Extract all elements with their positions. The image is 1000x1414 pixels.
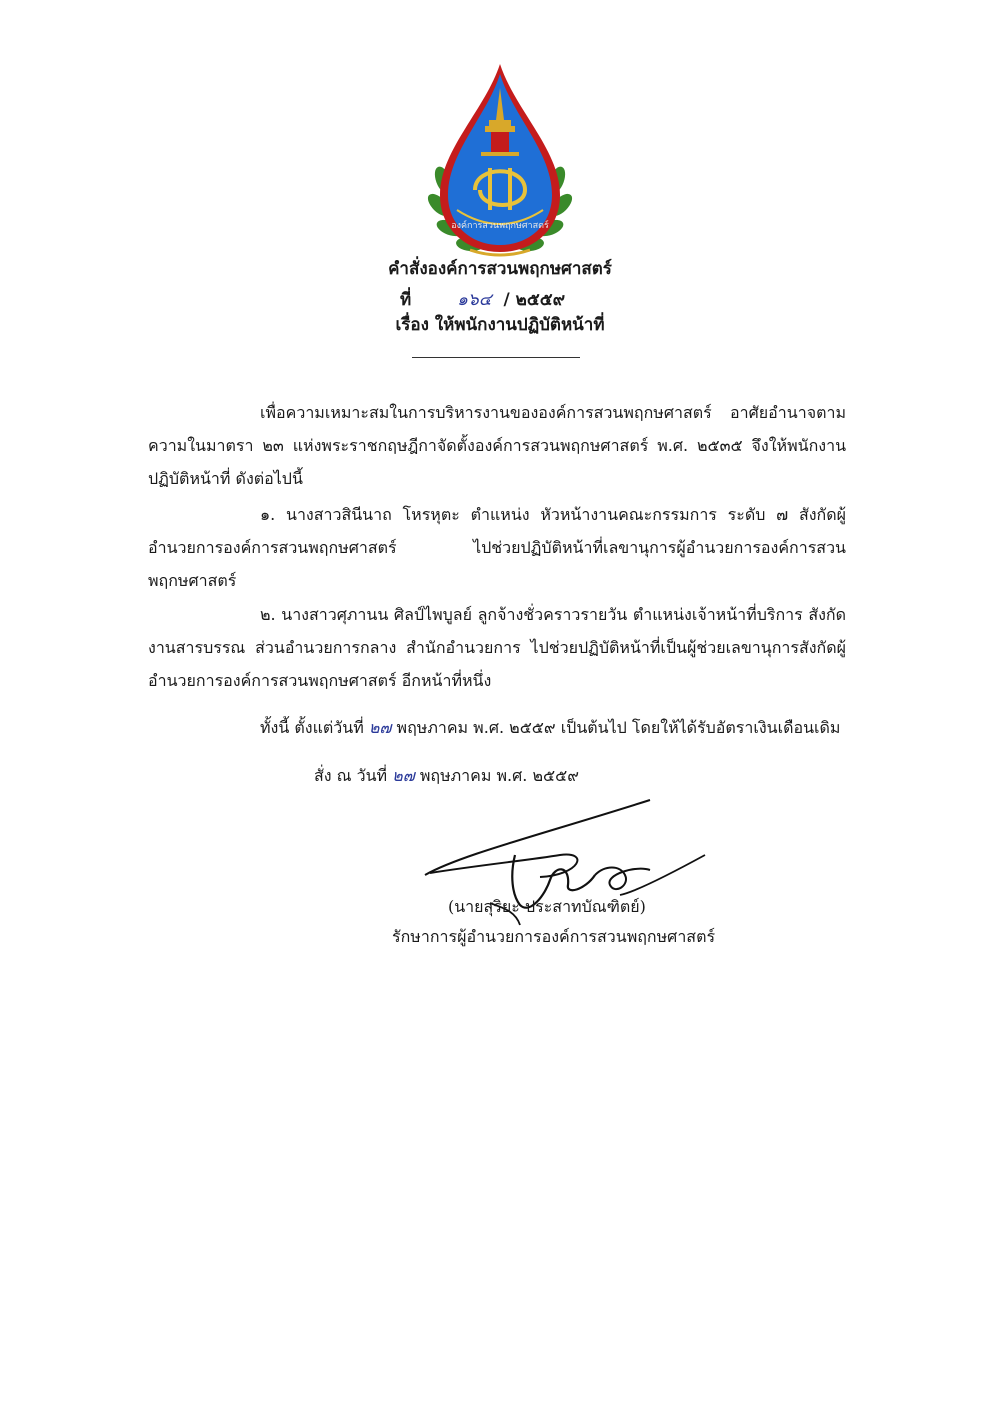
item-2-text: ๒. นางสาวศุภานน ศิลป์ไพบูลย์ ลูกจ้างชั่วคราวรายวัน ตำแหน่งเจ้าหน้าที่บริการ สังกัดงานสารบรรณ ส่วนอำนวยการกลาง สำนักอำนวยการ ไปช่วยปฏิบัติหน้าที่เป็นผู้ช่วยเลขานุการสังกัดผู้อำนวยการองค์การสวนพฤกษศาสตร์ อีกหน้าที่หนึ่ง bbox=[148, 605, 846, 690]
order-title: คำสั่งองค์การสวนพฤกษศาสตร์ bbox=[388, 259, 612, 279]
item-1-text: ๑. นางสาวสินีนาถ โหรหุตะ ตำแหน่ง หัวหน้างานคณะกรรมการ ระดับ ๗ สังกัดผู้อำนวยการองค์การสวนพฤกษศาสตร์ ไปช่วยปฏิบัติหน้าที่เลขานุการผู้อำนวยการองค์การสวนพฤกษศาสตร์ bbox=[148, 505, 846, 590]
item-2-paragraph bbox=[148, 598, 846, 697]
subject-line: เรื่อง ให้พนักงานปฏิบัติหน้าที่ bbox=[395, 315, 605, 335]
order-number-year: / ๒๕๕๙ bbox=[503, 290, 566, 310]
effective-day-handwritten: ๒๗ bbox=[368, 718, 392, 737]
intro-text: เพื่อความเหมาะสมในการบริหารงานขององค์การสวนพฤกษศาสตร์ อาศัยอำนาจตามความในมาตรา ๒๓ แห่งพระราชกฤษฎีกาจัดตั้งองค์การสวนพฤกษศาสตร์ พ.ศ. ๒๕๓๕ จึงให้พนักงานปฏิบัติหน้าที่ ดังต่อไปนี้ bbox=[148, 403, 846, 488]
item-1-paragraph bbox=[148, 498, 846, 597]
order-number bbox=[400, 286, 565, 313]
signatory-name: (นายสุริยะ ประสาทบัณฑิตย์) bbox=[448, 897, 646, 916]
effective-suffix: พฤษภาคม พ.ศ. ๒๕๕๙ เป็นต้นไป โดยให้ได้รับอัตราเงินเดือนเดิม bbox=[396, 718, 841, 737]
order-number-label: ที่ bbox=[400, 290, 412, 310]
emblem-text: องค์การสวนพฤกษศาสตร์ bbox=[451, 221, 549, 231]
effective-date-line bbox=[260, 716, 840, 741]
ordered-day-handwritten: ๒๗ bbox=[392, 766, 415, 785]
organization-emblem-icon bbox=[425, 60, 575, 260]
ordered-suffix: พฤษภาคม พ.ศ. ๒๕๕๙ bbox=[419, 766, 579, 785]
ordered-date-line bbox=[314, 764, 579, 789]
signatory-position: รักษาการผู้อำนวยการองค์การสวนพฤกษศาสตร์ bbox=[392, 927, 716, 946]
ordered-prefix: สั่ง ณ วันที่ bbox=[314, 766, 388, 785]
header-divider bbox=[412, 357, 580, 358]
effective-prefix: ทั้งนี้ ตั้งแต่วันที่ bbox=[260, 718, 364, 737]
order-number-handwritten: ๑๖๔ bbox=[457, 290, 492, 310]
intro-paragraph bbox=[148, 396, 846, 495]
